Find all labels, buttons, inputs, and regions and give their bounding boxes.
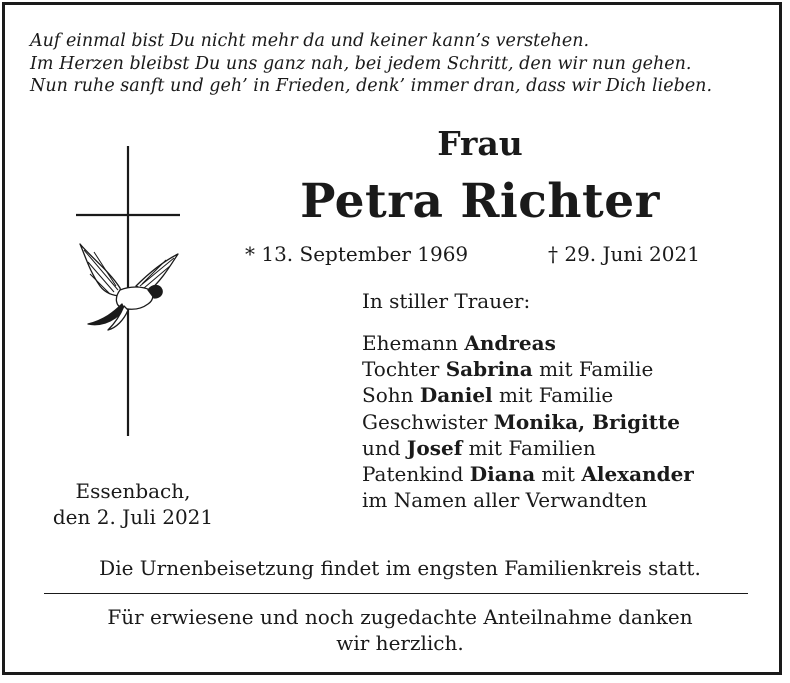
poem-line: Auf einmal bist Du nicht mehr da und keiner kann’s verstehen. bbox=[30, 31, 590, 51]
thanks-line: Für erwiesene und noch zugedachte Anteilnahme danken bbox=[107, 605, 693, 629]
cross-with-dove bbox=[70, 140, 190, 440]
mourners-list bbox=[362, 330, 694, 513]
mourner-line bbox=[362, 409, 694, 435]
mourner-text: mit bbox=[535, 462, 582, 487]
mourner-text: Patenkind bbox=[362, 462, 470, 487]
mourner-name: Diana bbox=[469, 462, 536, 487]
death-date: † 29. Juni 2021 bbox=[548, 242, 700, 266]
place-and-date bbox=[28, 478, 238, 530]
mourner-name: Josef bbox=[406, 435, 463, 460]
mourner-text: Tochter bbox=[362, 357, 446, 382]
mourner-name: Andreas bbox=[464, 331, 556, 355]
place-city: Essenbach, bbox=[75, 479, 191, 503]
mourner-text: mit Familie bbox=[532, 357, 654, 382]
mourner-text: Geschwister bbox=[362, 409, 494, 434]
mourner-text: mit Familien bbox=[462, 435, 596, 460]
mourner-name: Alexander bbox=[581, 462, 694, 487]
mourner-line bbox=[362, 435, 694, 461]
poem-line: Im Herzen bleibst Du uns ganz nah, bei jedem Schritt, den wir nun gehen. bbox=[30, 53, 692, 74]
burial-notice: Die Urnenbeisetzung findet im engsten Familienkreis statt. bbox=[99, 556, 701, 580]
place-date: den 2. Juli 2021 bbox=[52, 505, 214, 529]
divider bbox=[44, 593, 748, 594]
salutation: Frau bbox=[437, 124, 523, 163]
mourner-text: und bbox=[362, 435, 407, 460]
thanks-line: wir herzlich. bbox=[336, 631, 464, 655]
poem-line: Nun ruhe sanft und geh’ in Frieden, denk’ immer dran, dass wir Dich lieben. bbox=[30, 76, 713, 96]
mourner-name: Monika, Brigitte bbox=[493, 409, 680, 434]
mourner-line bbox=[362, 382, 694, 408]
poem bbox=[30, 30, 770, 98]
mourner-text: mit Familie bbox=[492, 383, 614, 408]
mourner-line bbox=[362, 487, 694, 513]
mourner-text: Ehemann bbox=[362, 331, 465, 355]
mourner-line bbox=[362, 330, 694, 356]
mourner-line bbox=[362, 461, 694, 487]
mourner-text: im Namen aller Verwandten bbox=[362, 488, 648, 513]
thanks-note bbox=[40, 604, 760, 656]
mourner-name: Sabrina bbox=[445, 357, 533, 382]
mourning-heading: In stiller Trauer: bbox=[362, 289, 531, 313]
mourner-name: Daniel bbox=[419, 383, 493, 408]
mourner-text: Sohn bbox=[362, 383, 420, 408]
deceased-name: Petra Richter bbox=[300, 174, 660, 229]
mourner-line bbox=[362, 356, 694, 382]
birth-date: * 13. September 1969 bbox=[245, 242, 469, 266]
